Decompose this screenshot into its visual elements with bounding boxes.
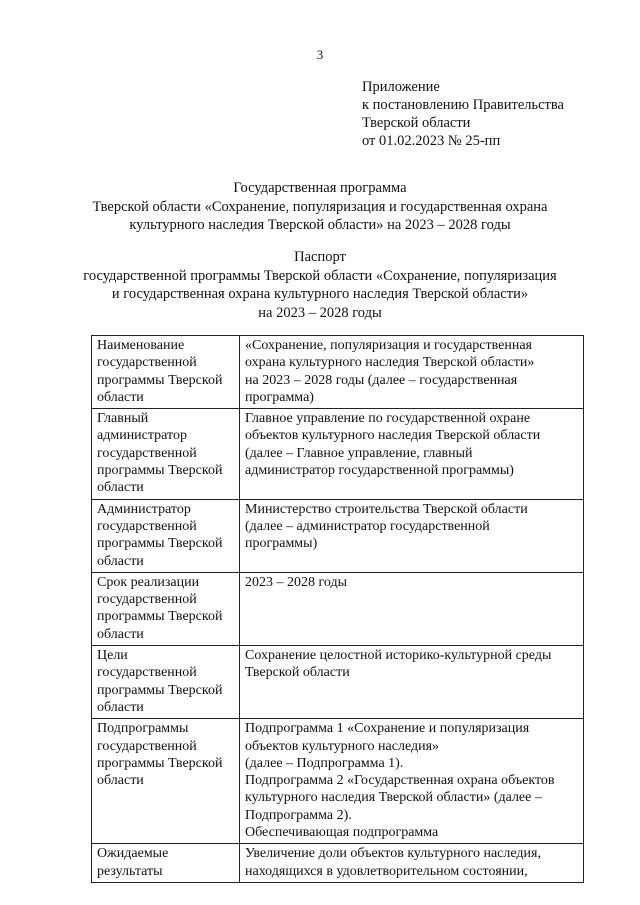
row-label-cell [92, 844, 240, 883]
row-label-cell [92, 336, 240, 409]
table-row [92, 499, 584, 572]
program-title-line: Тверской области «Сохранение, популяризация и государственная охрана [92, 198, 548, 215]
row-label-line: программы Тверской [97, 463, 223, 479]
row-label-line: администратор [97, 428, 187, 444]
program-title [0, 179, 640, 235]
row-label-line: результаты [97, 863, 163, 879]
row-label-line: государственной [97, 445, 197, 461]
row-label-cell [92, 719, 240, 844]
row-label-line: программы Тверской [97, 755, 223, 771]
page-number: 3 [316, 47, 324, 62]
row-value-line: (далее – Подпрограмма 1). [245, 755, 404, 771]
passport-title-line: на 2023 – 2028 годы [258, 304, 382, 321]
row-label-line: Ожидаемые [97, 846, 169, 862]
row-label-line: государственной [97, 665, 197, 681]
row-label-line: государственной [97, 592, 197, 608]
row-value-line: администратор государственной программы) [245, 463, 514, 479]
passport-table-body [92, 336, 584, 883]
passport-table [91, 335, 584, 883]
row-value-line: программы) [245, 536, 318, 552]
row-value-line: «Сохранение, популяризация и государственная [245, 338, 532, 353]
row-label-line: области [97, 626, 144, 642]
row-value-line: Министерство строительства Тверской области [245, 501, 528, 517]
row-label-cell [92, 646, 240, 719]
row-label-line: государственной [97, 355, 197, 371]
row-label-line: государственной [97, 518, 197, 534]
row-label-line: программы Тверской [97, 536, 223, 552]
row-label-line: Главный [97, 411, 149, 427]
row-value-line: Сохранение целостной историко-культурной среды [245, 648, 552, 664]
row-label-cell [92, 572, 240, 645]
row-label-line: программы Тверской [97, 372, 223, 388]
row-value-line: Тверской области [245, 665, 350, 681]
row-value-line: (далее – администратор государственной [245, 518, 490, 534]
row-value-line: Подпрограмма 2). [245, 807, 352, 823]
row-value-line: Подпрограмма 2 «Государственная охрана объектов [245, 773, 555, 789]
table-row [92, 719, 584, 844]
table-row [92, 336, 584, 409]
row-value-cell [240, 646, 584, 719]
row-value-line: охрана культурного наследия Тверской области» [245, 355, 535, 371]
row-label-line: Администратор [97, 501, 191, 517]
row-value-line: находящихся в удовлетворительном состоянии, [245, 863, 528, 879]
row-label-cell [92, 409, 240, 499]
appendix-line: к постановлению Правительства [362, 97, 564, 113]
passport-title-line: и государственная охрана культурного наследия Тверской области» [111, 286, 529, 302]
row-value-line: объектов культурного наследия» [245, 738, 440, 754]
row-value-cell [240, 499, 584, 572]
table-row [92, 409, 584, 499]
passport-title-line: государственной программы Тверской области «Сохранение, популяризация [83, 267, 557, 284]
row-label-line: области [97, 389, 144, 405]
row-label-line: области [97, 699, 144, 715]
appendix-line: Приложение [362, 79, 440, 95]
row-value-line: Подпрограмма 1 «Сохранение и популяризация [245, 721, 530, 737]
row-value-line: Увеличение доли объектов культурного наследия, [245, 846, 541, 862]
row-label-line: области [97, 773, 144, 789]
appendix-line: от 01.02.2023 № 25-пп [362, 133, 501, 149]
row-value-line: культурного наследия Тверской области» (далее – [245, 790, 542, 806]
row-value-cell [240, 844, 584, 883]
row-value-line: на 2023 – 2028 годы (далее – государственная [245, 372, 518, 388]
table-row [92, 572, 584, 645]
row-label-line: Срок реализации [97, 574, 200, 590]
row-label-line: Цели [97, 648, 128, 664]
row-value-line: Обеспечивающая подпрограмма [245, 825, 439, 841]
passport-title-line: Паспорт [294, 249, 346, 265]
row-value-line: (далее – Главное управление, главный [245, 445, 473, 461]
row-label-line: Наименование [97, 338, 185, 353]
program-title-line: Государственная программа [233, 180, 407, 196]
row-value-cell [240, 572, 584, 645]
program-title-line: культурного наследия Тверской области» на 2023 – 2028 годы [129, 217, 511, 233]
row-value-line: объектов культурного наследия Тверской области [245, 428, 541, 444]
passport-title [0, 248, 640, 322]
row-value-line: Главное управление по государственной охране [245, 411, 531, 427]
row-label-line: программы Тверской [97, 682, 223, 698]
row-label-cell [92, 499, 240, 572]
row-label-line: государственной [97, 738, 197, 754]
appendix-line: Тверской области [362, 115, 471, 131]
row-label-line: области [97, 553, 144, 569]
table-row [92, 844, 584, 883]
row-value-cell [240, 719, 584, 844]
appendix-block [362, 78, 564, 150]
table-row [92, 646, 584, 719]
row-value-line: программа) [245, 389, 314, 405]
row-value-cell [240, 409, 584, 499]
row-label-line: программы Тверской [97, 609, 223, 625]
row-value-cell [240, 336, 584, 409]
row-label-line: области [97, 480, 144, 496]
row-label-line: Подпрограммы [97, 721, 189, 737]
row-value-line: 2023 – 2028 годы [245, 574, 348, 590]
